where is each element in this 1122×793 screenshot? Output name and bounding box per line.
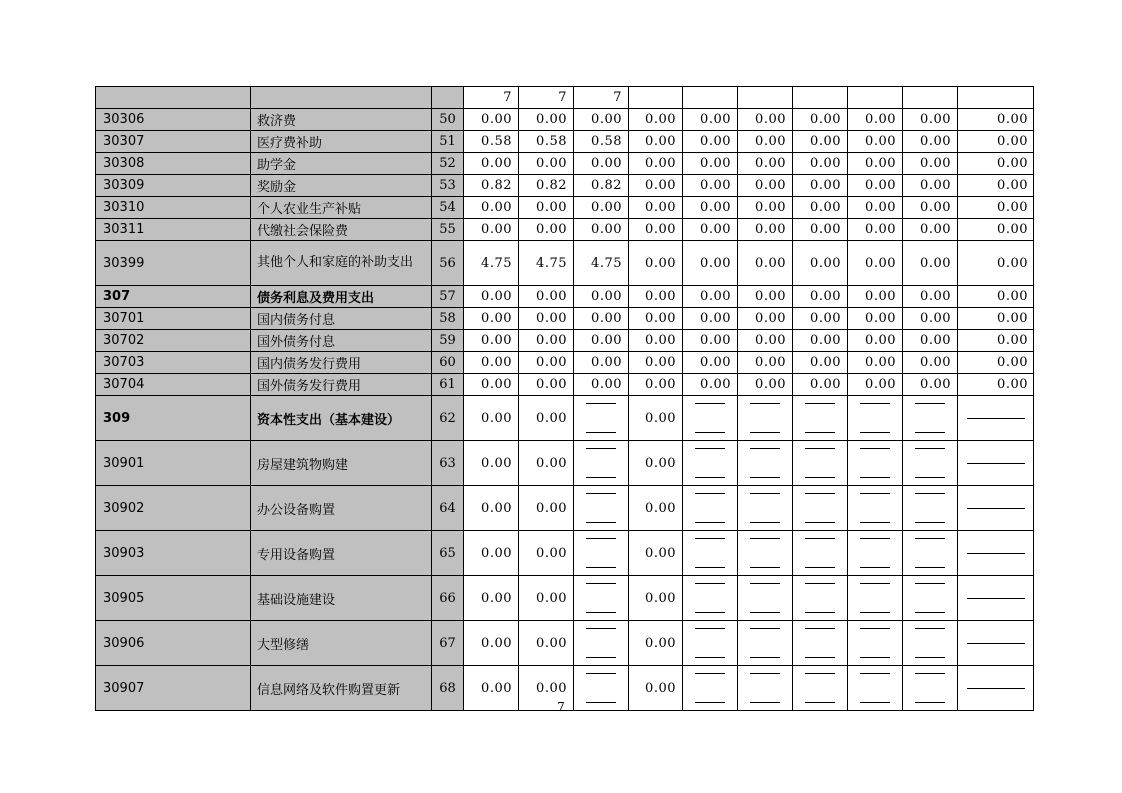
dash-cell xyxy=(958,396,1034,441)
value-cell: 0.00 xyxy=(464,308,519,330)
table-row xyxy=(96,241,1034,286)
value-cell: 0.00 xyxy=(574,330,629,352)
table-row xyxy=(96,374,1034,396)
page-number: 7 xyxy=(557,700,565,714)
value-cell: 0.82 xyxy=(519,175,574,197)
row-line-number: 64 xyxy=(432,486,464,531)
row-name: 国外债务付息 xyxy=(251,330,432,352)
value-cell: 0.00 xyxy=(738,330,793,352)
table-row xyxy=(96,131,1034,153)
row-line-number: 58 xyxy=(432,308,464,330)
table-row xyxy=(96,197,1034,219)
value-cell: 0.00 xyxy=(464,197,519,219)
value-cell: 7 xyxy=(464,87,519,109)
value-cell: 0.00 xyxy=(519,441,574,486)
dash-cell xyxy=(848,621,903,666)
value-cell: 0.00 xyxy=(629,109,683,131)
table-row xyxy=(96,330,1034,352)
row-line-number: 52 xyxy=(432,153,464,175)
dash-cell xyxy=(793,621,848,666)
value-cell: 0.00 xyxy=(683,352,738,374)
value-cell: 0.00 xyxy=(574,219,629,241)
value-cell: 0.00 xyxy=(629,441,683,486)
dash-cell xyxy=(958,441,1034,486)
value-cell: 0.00 xyxy=(629,308,683,330)
value-cell: 0.00 xyxy=(519,286,574,308)
value-cell: 0.00 xyxy=(629,374,683,396)
row-name: 个人农业生产补贴 xyxy=(251,197,432,219)
value-cell: 0.00 xyxy=(519,109,574,131)
dash-cell xyxy=(738,576,793,621)
value-cell: 0.00 xyxy=(683,286,738,308)
value-cell: 0.00 xyxy=(464,352,519,374)
row-line-number: 67 xyxy=(432,621,464,666)
value-cell: 0.00 xyxy=(629,219,683,241)
value-cell: 0.00 xyxy=(848,109,903,131)
value-cell: 0.00 xyxy=(629,286,683,308)
value-cell: 0.00 xyxy=(903,308,958,330)
value-cell xyxy=(629,87,683,109)
value-cell: 0.00 xyxy=(738,374,793,396)
row-name: 大型修缮 xyxy=(251,621,432,666)
row-name: 国外债务发行费用 xyxy=(251,374,432,396)
value-cell: 0.00 xyxy=(464,486,519,531)
value-cell: 0.00 xyxy=(793,374,848,396)
value-cell: 0.00 xyxy=(464,330,519,352)
dash-cell xyxy=(683,441,738,486)
table-row xyxy=(96,441,1034,486)
row-name: 医疗费补助 xyxy=(251,131,432,153)
value-cell: 0.00 xyxy=(958,241,1034,286)
top-continuation-row xyxy=(96,87,1034,109)
row-code: 30307 xyxy=(96,131,251,153)
row-code xyxy=(96,87,251,109)
value-cell: 0.00 xyxy=(629,576,683,621)
value-cell: 0.00 xyxy=(683,197,738,219)
value-cell: 0.00 xyxy=(903,219,958,241)
row-code: 30309 xyxy=(96,175,251,197)
value-cell: 0.58 xyxy=(464,131,519,153)
row-line-number: 56 xyxy=(432,241,464,286)
value-cell: 7 xyxy=(519,87,574,109)
value-cell: 0.00 xyxy=(464,666,519,711)
value-cell: 0.00 xyxy=(958,131,1034,153)
row-code: 30702 xyxy=(96,330,251,352)
value-cell: 0.00 xyxy=(683,109,738,131)
value-cell: 0.00 xyxy=(958,109,1034,131)
dash-cell xyxy=(793,531,848,576)
row-line-number: 50 xyxy=(432,109,464,131)
value-cell: 0.00 xyxy=(519,308,574,330)
value-cell: 4.75 xyxy=(464,241,519,286)
value-cell: 0.00 xyxy=(793,175,848,197)
table-row xyxy=(96,175,1034,197)
dash-cell xyxy=(793,486,848,531)
value-cell: 0.00 xyxy=(464,109,519,131)
value-cell: 0.00 xyxy=(629,175,683,197)
table-row xyxy=(96,352,1034,374)
value-cell: 0.00 xyxy=(793,352,848,374)
value-cell: 0.00 xyxy=(738,352,793,374)
dash-cell xyxy=(738,441,793,486)
dash-cell xyxy=(848,486,903,531)
value-cell: 0.00 xyxy=(958,352,1034,374)
value-cell: 0.00 xyxy=(903,352,958,374)
value-cell xyxy=(683,87,738,109)
row-line-number: 60 xyxy=(432,352,464,374)
value-cell: 0.00 xyxy=(464,286,519,308)
value-cell: 0.00 xyxy=(629,621,683,666)
value-cell: 0.00 xyxy=(903,330,958,352)
dash-cell xyxy=(903,576,958,621)
expenditure-table xyxy=(95,86,1034,711)
value-cell: 0.00 xyxy=(629,486,683,531)
dash-cell xyxy=(903,486,958,531)
dash-cell xyxy=(958,486,1034,531)
value-cell: 0.00 xyxy=(519,197,574,219)
table-row xyxy=(96,219,1034,241)
row-name: 债务利息及费用支出 xyxy=(251,286,432,308)
dash-cell xyxy=(848,396,903,441)
value-cell: 0.00 xyxy=(574,197,629,219)
value-cell: 0.00 xyxy=(848,131,903,153)
value-cell: 0.00 xyxy=(683,175,738,197)
value-cell: 0.00 xyxy=(464,153,519,175)
row-line-number: 68 xyxy=(432,666,464,711)
row-name: 基础设施建设 xyxy=(251,576,432,621)
row-code: 30902 xyxy=(96,486,251,531)
value-cell: 0.00 xyxy=(629,131,683,153)
value-cell: 0.00 xyxy=(683,330,738,352)
value-cell: 0.00 xyxy=(958,308,1034,330)
row-name: 专用设备购置 xyxy=(251,531,432,576)
value-cell: 0.00 xyxy=(683,219,738,241)
row-line-number: 61 xyxy=(432,374,464,396)
row-name: 奖励金 xyxy=(251,175,432,197)
dash-cell xyxy=(793,576,848,621)
value-cell xyxy=(738,87,793,109)
row-line-number: 51 xyxy=(432,131,464,153)
value-cell: 0.00 xyxy=(464,621,519,666)
value-cell: 0.00 xyxy=(629,153,683,175)
value-cell: 0.82 xyxy=(574,175,629,197)
row-name: 其他个人和家庭的补助支出 xyxy=(251,241,432,286)
value-cell: 0.00 xyxy=(793,131,848,153)
value-cell: 0.00 xyxy=(629,352,683,374)
dash-cell xyxy=(574,396,629,441)
dash-cell xyxy=(903,531,958,576)
value-cell: 0.00 xyxy=(793,241,848,286)
value-cell: 0.00 xyxy=(464,441,519,486)
row-line-number: 62 xyxy=(432,396,464,441)
value-cell: 0.00 xyxy=(958,219,1034,241)
row-name: 办公设备购置 xyxy=(251,486,432,531)
value-cell: 0.00 xyxy=(574,352,629,374)
dash-cell xyxy=(683,576,738,621)
dash-cell xyxy=(848,531,903,576)
row-line-number: 55 xyxy=(432,219,464,241)
value-cell: 0.00 xyxy=(903,241,958,286)
row-line-number xyxy=(432,87,464,109)
row-line-number: 54 xyxy=(432,197,464,219)
dash-cell xyxy=(793,441,848,486)
value-cell: 0.00 xyxy=(793,219,848,241)
row-code: 30311 xyxy=(96,219,251,241)
value-cell: 0.00 xyxy=(848,153,903,175)
value-cell: 0.00 xyxy=(793,197,848,219)
dash-cell xyxy=(903,441,958,486)
value-cell: 0.00 xyxy=(464,576,519,621)
value-cell: 0.00 xyxy=(958,153,1034,175)
value-cell: 0.00 xyxy=(629,197,683,219)
row-code: 30903 xyxy=(96,531,251,576)
value-cell: 0.00 xyxy=(903,175,958,197)
dash-cell xyxy=(574,621,629,666)
dash-cell xyxy=(793,396,848,441)
dash-cell xyxy=(738,621,793,666)
value-cell: 0.00 xyxy=(848,175,903,197)
value-cell: 0.00 xyxy=(848,352,903,374)
value-cell: 0.00 xyxy=(574,374,629,396)
row-code: 30306 xyxy=(96,109,251,131)
value-cell xyxy=(793,87,848,109)
value-cell: 0.00 xyxy=(629,531,683,576)
value-cell xyxy=(848,87,903,109)
dash-cell xyxy=(958,531,1034,576)
value-cell: 0.00 xyxy=(738,241,793,286)
value-cell: 0.00 xyxy=(629,241,683,286)
row-code: 307 xyxy=(96,286,251,308)
value-cell: 0.00 xyxy=(848,241,903,286)
dash-cell xyxy=(848,441,903,486)
value-cell: 0.82 xyxy=(464,175,519,197)
row-name xyxy=(251,87,432,109)
row-code: 30901 xyxy=(96,441,251,486)
value-cell: 0.00 xyxy=(519,352,574,374)
value-cell: 0.00 xyxy=(903,109,958,131)
value-cell: 0.00 xyxy=(629,666,683,711)
row-code: 30905 xyxy=(96,576,251,621)
dash-cell xyxy=(683,531,738,576)
value-cell: 0.00 xyxy=(903,197,958,219)
value-cell: 0.00 xyxy=(464,374,519,396)
value-cell: 0.00 xyxy=(958,374,1034,396)
value-cell: 0.00 xyxy=(629,330,683,352)
row-code: 30399 xyxy=(96,241,251,286)
value-cell: 0.00 xyxy=(519,666,574,711)
value-cell: 0.00 xyxy=(519,374,574,396)
value-cell: 0.00 xyxy=(519,576,574,621)
row-line-number: 57 xyxy=(432,286,464,308)
dash-cell xyxy=(574,531,629,576)
dash-cell xyxy=(848,576,903,621)
value-cell: 0.58 xyxy=(519,131,574,153)
value-cell: 0.00 xyxy=(629,396,683,441)
row-name: 国内债务付息 xyxy=(251,308,432,330)
value-cell: 0.00 xyxy=(738,131,793,153)
value-cell: 0.00 xyxy=(793,308,848,330)
value-cell: 0.00 xyxy=(848,197,903,219)
value-cell: 0.00 xyxy=(903,286,958,308)
value-cell xyxy=(958,87,1034,109)
value-cell: 0.00 xyxy=(519,486,574,531)
row-name: 救济费 xyxy=(251,109,432,131)
row-code: 30308 xyxy=(96,153,251,175)
value-cell: 0.00 xyxy=(958,197,1034,219)
value-cell: 0.00 xyxy=(464,219,519,241)
row-line-number: 65 xyxy=(432,531,464,576)
value-cell: 0.00 xyxy=(683,308,738,330)
row-name: 助学金 xyxy=(251,153,432,175)
value-cell: 0.00 xyxy=(519,330,574,352)
row-line-number: 59 xyxy=(432,330,464,352)
value-cell: 0.00 xyxy=(848,286,903,308)
value-cell: 4.75 xyxy=(574,241,629,286)
value-cell: 0.00 xyxy=(793,286,848,308)
dash-cell xyxy=(574,576,629,621)
value-cell: 0.00 xyxy=(574,153,629,175)
value-cell: 0.00 xyxy=(519,219,574,241)
row-code: 30701 xyxy=(96,308,251,330)
value-cell xyxy=(903,87,958,109)
value-cell: 0.00 xyxy=(903,374,958,396)
table-row xyxy=(96,109,1034,131)
row-code: 30703 xyxy=(96,352,251,374)
table-row xyxy=(96,396,1034,441)
value-cell: 0.00 xyxy=(958,330,1034,352)
dash-cell xyxy=(958,576,1034,621)
table-row xyxy=(96,308,1034,330)
dash-cell xyxy=(738,531,793,576)
dash-cell xyxy=(738,486,793,531)
value-cell: 0.00 xyxy=(738,219,793,241)
dash-cell xyxy=(683,621,738,666)
value-cell: 0.00 xyxy=(738,109,793,131)
value-cell: 0.00 xyxy=(738,175,793,197)
row-name: 资本性支出（基本建设） xyxy=(251,396,432,441)
value-cell: 0.00 xyxy=(574,308,629,330)
value-cell: 0.00 xyxy=(738,197,793,219)
value-cell: 0.00 xyxy=(683,374,738,396)
value-cell: 0.00 xyxy=(903,153,958,175)
value-cell: 0.00 xyxy=(519,396,574,441)
value-cell: 0.00 xyxy=(848,330,903,352)
row-code: 30704 xyxy=(96,374,251,396)
value-cell: 0.00 xyxy=(683,131,738,153)
dash-cell xyxy=(683,396,738,441)
value-cell: 0.00 xyxy=(464,396,519,441)
value-cell: 0.00 xyxy=(848,374,903,396)
row-line-number: 66 xyxy=(432,576,464,621)
value-cell: 0.00 xyxy=(903,131,958,153)
dash-cell xyxy=(574,441,629,486)
value-cell: 0.00 xyxy=(848,219,903,241)
value-cell: 0.00 xyxy=(519,153,574,175)
value-cell: 0.00 xyxy=(793,153,848,175)
row-code: 30907 xyxy=(96,666,251,711)
row-code: 30906 xyxy=(96,621,251,666)
value-cell: 0.00 xyxy=(793,109,848,131)
value-cell: 0.00 xyxy=(683,241,738,286)
value-cell: 0.58 xyxy=(574,131,629,153)
value-cell: 0.00 xyxy=(519,531,574,576)
row-name: 信息网络及软件购置更新 xyxy=(251,666,432,711)
table-row xyxy=(96,621,1034,666)
dash-cell xyxy=(958,621,1034,666)
table-row xyxy=(96,531,1034,576)
value-cell: 0.00 xyxy=(738,308,793,330)
value-cell: 0.00 xyxy=(793,330,848,352)
dash-cell xyxy=(683,486,738,531)
dash-cell xyxy=(903,621,958,666)
dash-cell xyxy=(574,486,629,531)
value-cell: 0.00 xyxy=(574,286,629,308)
row-line-number: 63 xyxy=(432,441,464,486)
value-cell: 0.00 xyxy=(738,286,793,308)
table-row xyxy=(96,153,1034,175)
table-row xyxy=(96,486,1034,531)
value-cell: 0.00 xyxy=(738,153,793,175)
value-cell: 0.00 xyxy=(958,175,1034,197)
value-cell: 4.75 xyxy=(519,241,574,286)
row-name: 房屋建筑物购建 xyxy=(251,441,432,486)
row-name: 代缴社会保险费 xyxy=(251,219,432,241)
table-row xyxy=(96,576,1034,621)
value-cell: 0.00 xyxy=(958,286,1034,308)
value-cell: 0.00 xyxy=(574,109,629,131)
dash-cell xyxy=(738,396,793,441)
table-row xyxy=(96,286,1034,308)
row-code: 309 xyxy=(96,396,251,441)
value-cell: 0.00 xyxy=(464,531,519,576)
row-name: 国内债务发行费用 xyxy=(251,352,432,374)
row-code: 30310 xyxy=(96,197,251,219)
dash-cell xyxy=(903,396,958,441)
value-cell: 0.00 xyxy=(683,153,738,175)
row-line-number: 53 xyxy=(432,175,464,197)
value-cell: 7 xyxy=(574,87,629,109)
value-cell: 0.00 xyxy=(848,308,903,330)
value-cell: 0.00 xyxy=(519,621,574,666)
